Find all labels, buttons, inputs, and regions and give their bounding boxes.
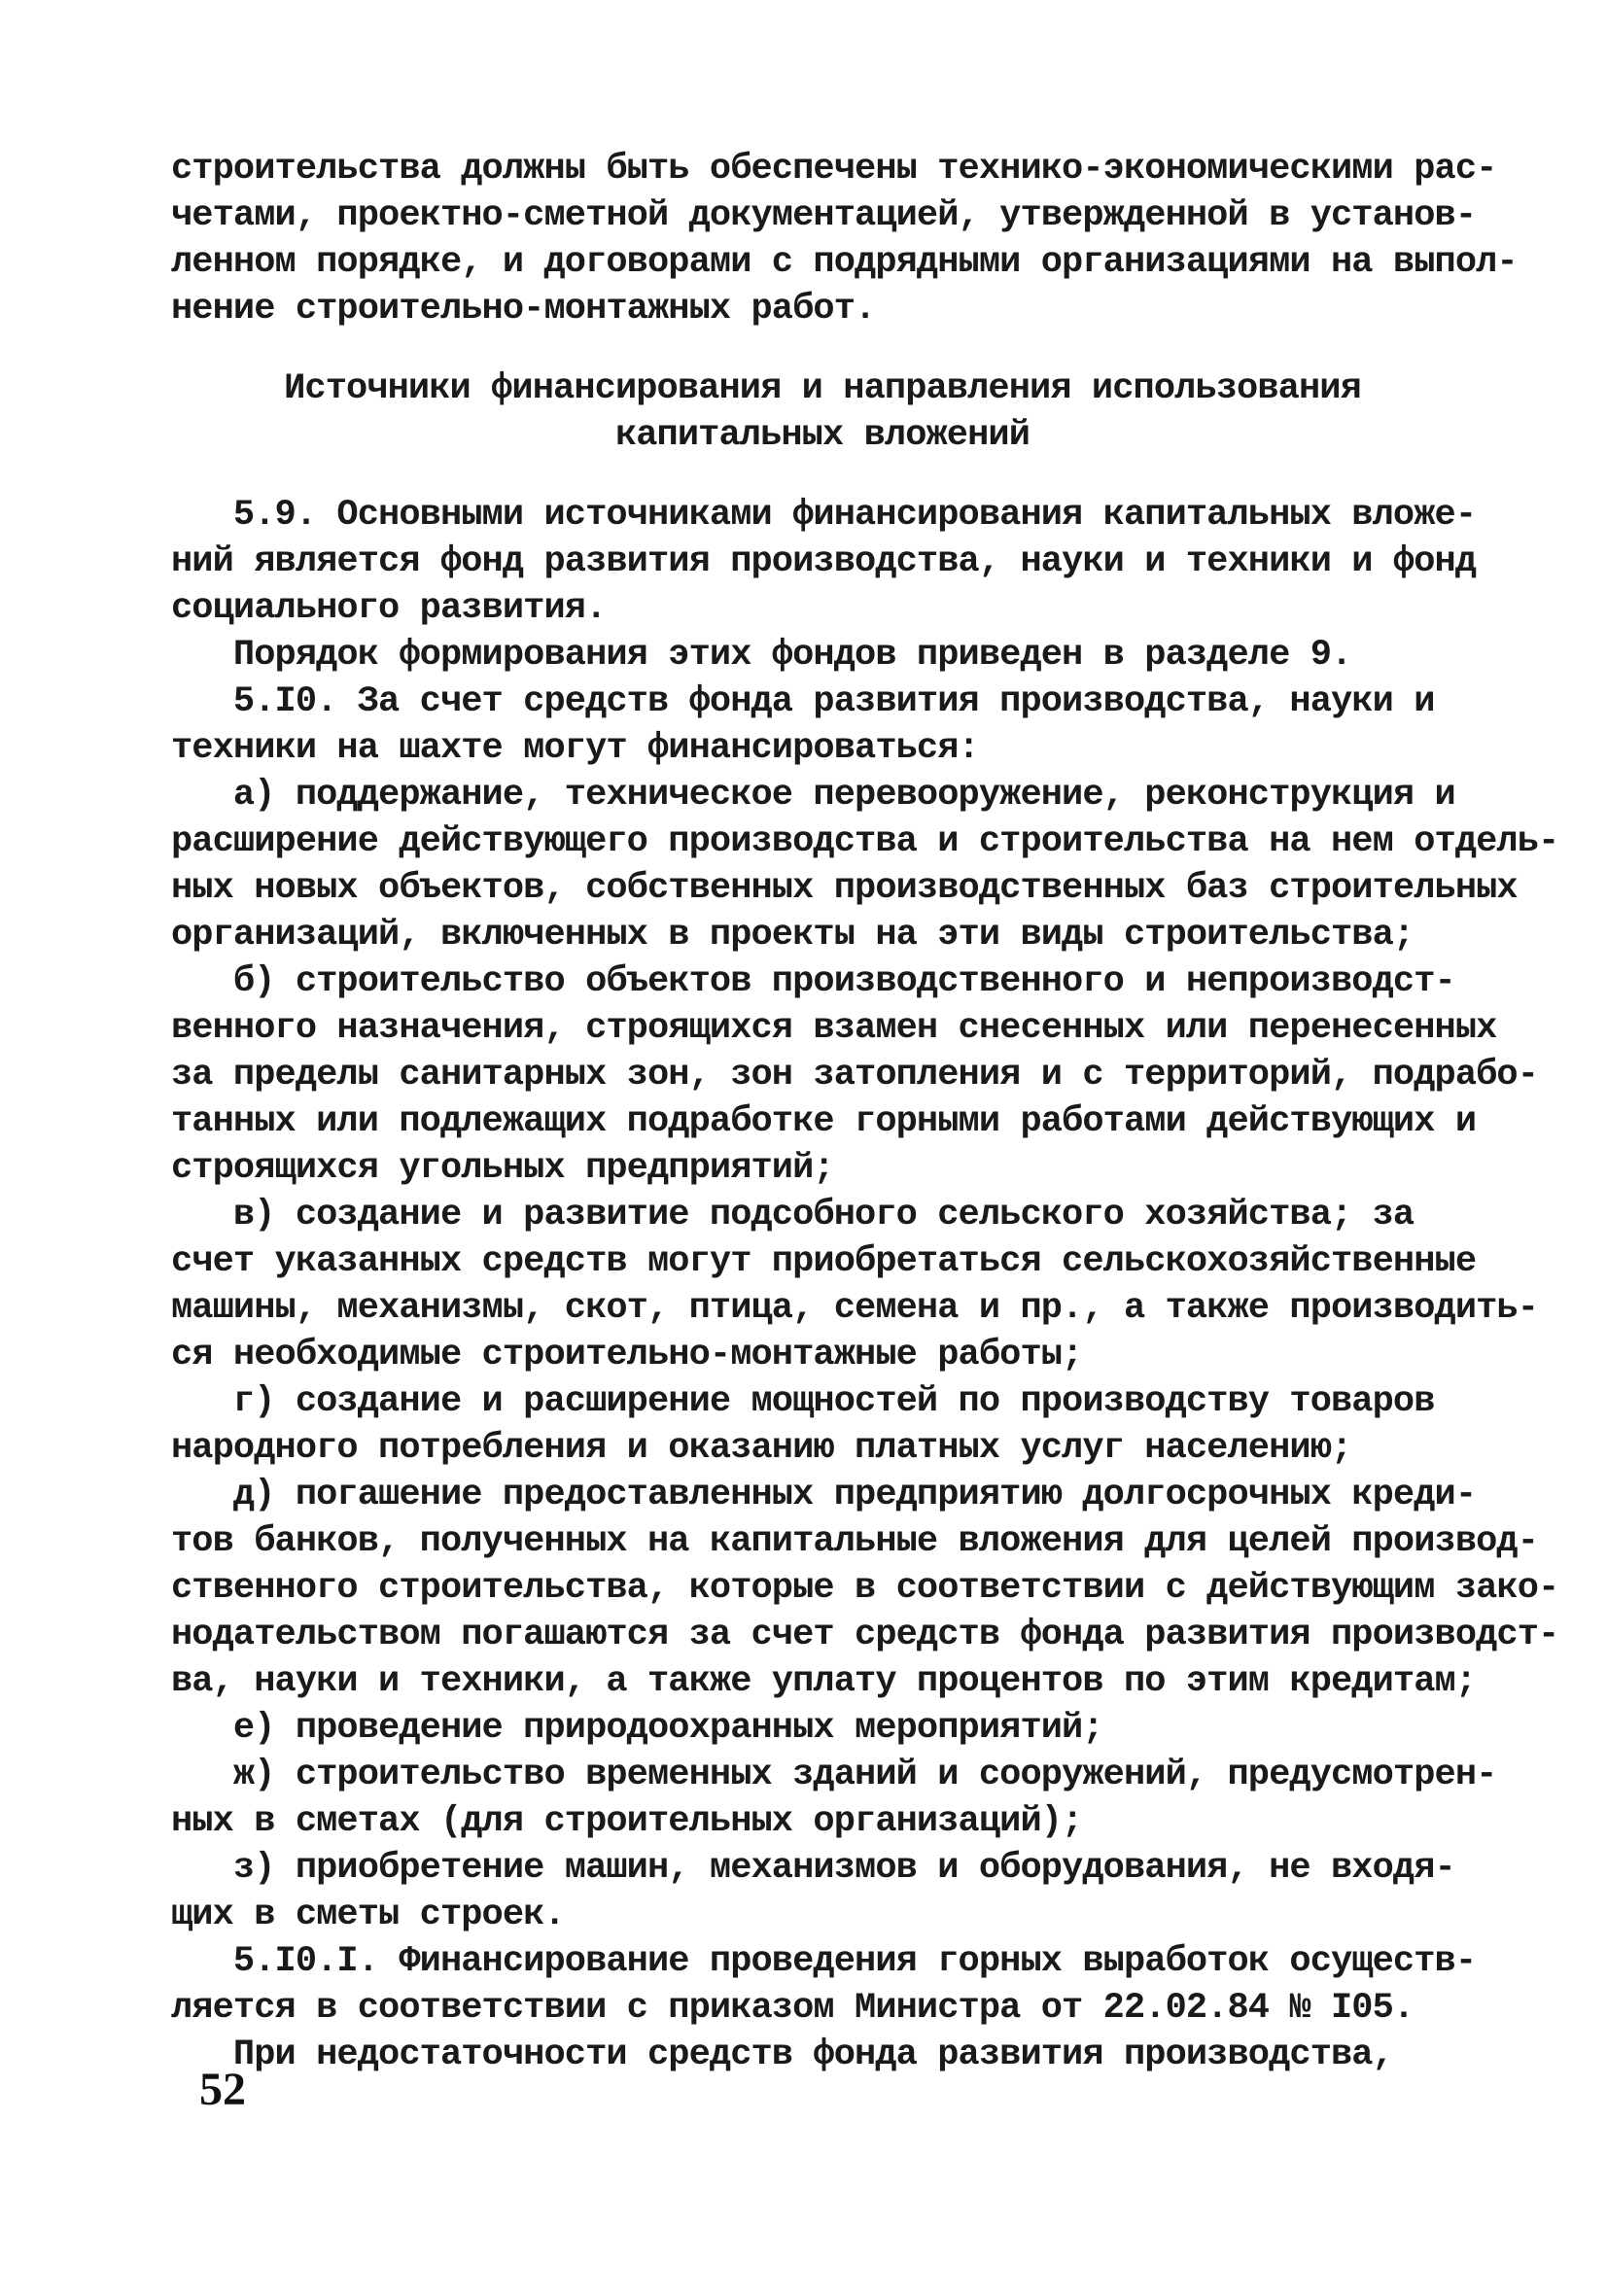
text-line: При недостаточности средств фонда развития производства, <box>171 2035 1393 2075</box>
text-line: организаций, включенных в проекты на эти виды строительства; <box>171 915 1415 956</box>
text-line: ственного строительства, которые в соответствии с действующим зако- <box>171 1568 1559 1609</box>
text-line: расширение действующего производства и строительства на нем отдель- <box>171 821 1559 862</box>
text-line: а) поддержание, техническое перевооружение, реконструкция и <box>171 775 1455 816</box>
text-line: ных в сметах (для строительных организаций); <box>171 1801 1083 1842</box>
text-line: 5.I0.I. Финансирование проведения горных выработок осуществ- <box>171 1941 1477 1982</box>
text-line: ж) строительство временных зданий и сооружений, предусмотрен- <box>171 1755 1497 1795</box>
text-line: машины, механизмы, скот, птица, семена и пр., а также производить- <box>171 1288 1539 1329</box>
text-line: техники на шахте могут финансироваться: <box>171 728 979 769</box>
section-heading <box>171 365 1474 459</box>
body-text <box>171 492 1559 2078</box>
text-line: танных или подлежащих подработке горными работами действующих и <box>171 1101 1477 1142</box>
text-line: ленном порядке, и договорами с подрядными организациями на выпол- <box>171 242 1518 283</box>
text-line: строительства должны быть обеспечены технико-экономическими рас- <box>171 149 1497 190</box>
text-line: счет указанных средств могут приобретаться сельскохозяйственные <box>171 1241 1477 1282</box>
text-line: ляется в соответствии с приказом Министра от 22.02.84 № I05. <box>171 1988 1415 2029</box>
text-line: народного потребления и оказанию платных услуг населению; <box>171 1428 1352 1469</box>
text-line: венного назначения, строящихся взамен снесенных или перенесенных <box>171 1008 1497 1049</box>
text-line: г) создание и расширение мощностей по производству товаров <box>171 1381 1435 1422</box>
text-line: б) строительство объектов производственного и непроизводст- <box>171 961 1455 1002</box>
page-number: 52 <box>199 2064 246 2115</box>
text-line: нодательством погашаются за счет средств фонда развития производст- <box>171 1615 1559 1655</box>
text-line: ва, науки и техники, а также уплату процентов по этим кредитам; <box>171 1661 1477 1702</box>
text-line: за пределы санитарных зон, зон затопления и с территорий, подрабо- <box>171 1055 1539 1096</box>
text-line: четами, проектно-сметной документацией, утвержденной в установ- <box>171 195 1477 236</box>
intro-paragraph <box>171 146 1518 332</box>
text-line: Порядок формирования этих фондов приведен в разделе 9. <box>171 635 1352 676</box>
text-line: ний является фонд развития производства, науки и техники и фонд <box>171 541 1477 582</box>
text-line: в) создание и развитие подсобного сельского хозяйства; за <box>171 1195 1415 1235</box>
text-line: ных новых объектов, собственных производственных баз строительных <box>171 868 1518 909</box>
text-line: социального развития. <box>171 588 607 629</box>
text-line: е) проведение природоохранных мероприятий; <box>171 1708 1103 1749</box>
heading-line: Источники финансирования и направления использования <box>284 368 1361 409</box>
document-page <box>171 146 1559 2078</box>
text-line: 5.I0. За счет средств фонда развития производства, науки и <box>171 681 1435 722</box>
text-line: д) погашение предоставленных предприятию долгосрочных креди- <box>171 1475 1477 1515</box>
text-line: з) приобретение машин, механизмов и оборудования, не входя- <box>171 1848 1455 1889</box>
text-line: 5.9. Основными источниками финансирования капитальных вложе- <box>171 495 1477 536</box>
text-line: ся необходимые строительно-монтажные работы; <box>171 1335 1083 1375</box>
text-line: щих в сметы строек. <box>171 1895 565 1935</box>
heading-line: капитальных вложений <box>614 415 1031 456</box>
text-line: нение строительно-монтажных работ. <box>171 289 876 330</box>
text-line: строящихся угольных предприятий; <box>171 1148 834 1189</box>
text-line: тов банков, полученных на капитальные вложения для целей производ- <box>171 1521 1539 1562</box>
